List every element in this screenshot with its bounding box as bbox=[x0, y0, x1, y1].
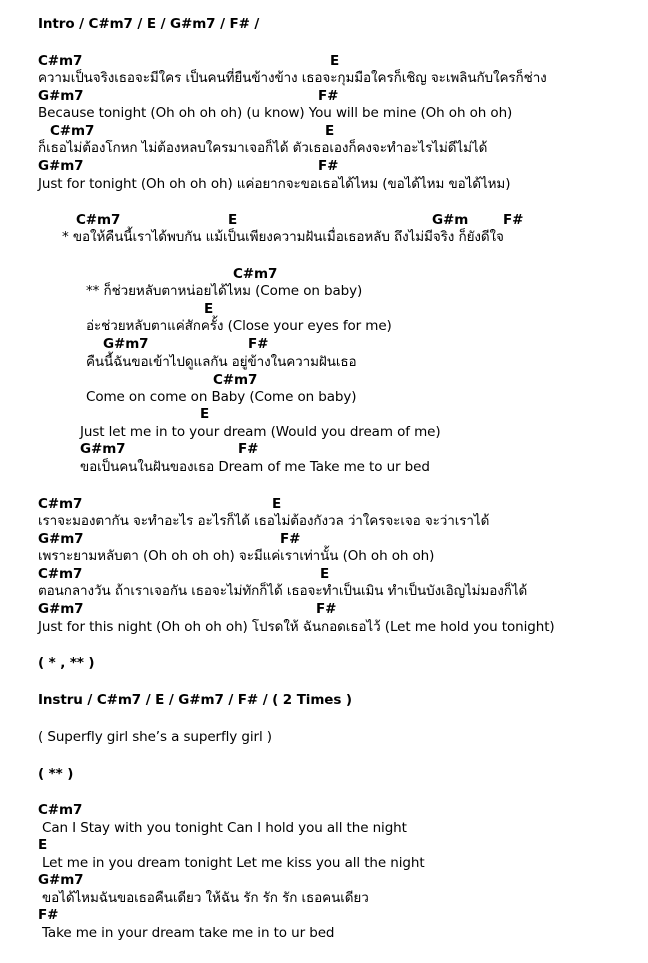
lyric-line: Come on come on Baby (Come on baby) bbox=[86, 389, 357, 405]
lyric-line: Can I Stay with you tonight Can I hold you all the night bbox=[42, 820, 407, 836]
chord: G#m7 bbox=[38, 158, 84, 174]
chord: G#m7 bbox=[80, 441, 126, 457]
chord: C#m7 bbox=[50, 123, 95, 139]
repeat-marker: ( * , ** ) bbox=[38, 655, 95, 671]
lyric-line: * ขอให้คืนนี้เราได้พบกัน แม้เป็นเพียงความฝันเมื่อเธอหลับ ถึงไม่มีจริง ก็ยังดีใจ bbox=[62, 229, 504, 245]
chord: G#m7 bbox=[103, 336, 149, 352]
lyric-line: ความเป็นจริงเธอจะมีใคร เป็นคนที่ยืนข้างข้าง เธอจะกุมมือใครก็เชิญ จะเพลินกับใครก็ช่าง bbox=[38, 70, 547, 86]
chord: F# bbox=[503, 212, 524, 228]
instru-line: Instru / C#m7 / E / G#m7 / F# / ( 2 Times ) bbox=[38, 692, 352, 708]
chord: C#m7 bbox=[38, 566, 83, 582]
chord: E bbox=[228, 212, 238, 228]
lyric-line: เพราะยามหลับตา (Oh oh oh oh) จะมีแค่เราเท่านั้น (Oh oh oh oh) bbox=[38, 548, 435, 564]
lyric-line: ( Superfly girl she’s a superfly girl ) bbox=[38, 729, 272, 745]
chord: G#m7 bbox=[38, 88, 84, 104]
chord: E bbox=[200, 406, 210, 422]
chord: E bbox=[272, 496, 282, 512]
chord: E bbox=[325, 123, 335, 139]
chord: E bbox=[330, 53, 340, 69]
lyric-line: Because tonight (Oh oh oh oh) (u know) You will be mine (Oh oh oh oh) bbox=[38, 105, 513, 121]
lyric-line: คืนนี้ฉันขอเข้าไปดูแลกัน อยู่ข้างในความฝันเธอ bbox=[86, 354, 357, 370]
lyric-line: ตอนกลางวัน ถ้าเราเจอกัน เธอจะไม่ทักก็ได้ เธอจะทำเป็นเมิน ทำเป็นบังเอิญไม่มองก็ได้ bbox=[38, 583, 528, 599]
lyric-line: Let me in you dream tonight Let me kiss you all the night bbox=[42, 855, 425, 871]
lyric-line: ก็เธอไม่ต้องโกหก ไม่ต้องหลบใครมาเจอก็ได้ ตัวเธอเองก็คงจะทำอะไรไม่ดีไม่ได้ bbox=[38, 140, 488, 156]
intro-line: Intro / C#m7 / E / G#m7 / F# / bbox=[38, 16, 260, 32]
chord: C#m7 bbox=[38, 496, 83, 512]
chord: F# bbox=[280, 531, 301, 547]
lyric-line: Just for this night (Oh oh oh oh) โปรดให้ ฉันกอดเธอไว้ (Let me hold you tonight) bbox=[38, 619, 555, 635]
chord: E bbox=[320, 566, 330, 582]
lyric-line: Just for tonight (Oh oh oh oh) แค่อยากจะขอเธอได้ไหม (ขอได้ไหม ขอได้ไหม) bbox=[38, 176, 511, 192]
lyric-line: ขอเป็นคนในฝันของเธอ Dream of me Take me to ur bed bbox=[80, 459, 430, 475]
lyric-line: Take me in your dream take me in to ur bed bbox=[42, 925, 335, 941]
chord: C#m7 bbox=[38, 802, 83, 818]
chord: F# bbox=[318, 158, 339, 174]
chord: F# bbox=[318, 88, 339, 104]
repeat-marker: ( ** ) bbox=[38, 766, 74, 782]
chord: F# bbox=[248, 336, 269, 352]
chord: F# bbox=[316, 601, 337, 617]
chord: G#m bbox=[432, 212, 469, 228]
lyric-line: ขอได้ไหมฉันขอเธอคืนเดียว ให้ฉัน รัก รัก รัก เธอคนเดียว bbox=[42, 890, 369, 906]
chord: G#m7 bbox=[38, 531, 84, 547]
lyric-line: เราจะมองตากัน จะทำอะไร อะไรก็ได้ เธอไม่ต้องกังวล ว่าใครจะเจอ จะว่าเราได้ bbox=[38, 513, 490, 529]
chord: C#m7 bbox=[213, 372, 258, 388]
chord: F# bbox=[238, 441, 259, 457]
chord: C#m7 bbox=[38, 53, 83, 69]
chord: C#m7 bbox=[76, 212, 121, 228]
chord: E bbox=[38, 837, 48, 853]
chord: G#m7 bbox=[38, 601, 84, 617]
lyric-line: Just let me in to your dream (Would you dream of me) bbox=[80, 424, 441, 440]
lyric-line: อ่ะช่วยหลับตาแค่สักครั้ง (Close your eyes for me) bbox=[86, 318, 392, 334]
lyric-line: ** ก็ช่วยหลับตาหน่อยได้ไหม (Come on baby) bbox=[86, 283, 363, 299]
chord: E bbox=[204, 301, 214, 317]
chord: F# bbox=[38, 907, 59, 923]
chord: C#m7 bbox=[233, 266, 278, 282]
chord: G#m7 bbox=[38, 872, 84, 888]
